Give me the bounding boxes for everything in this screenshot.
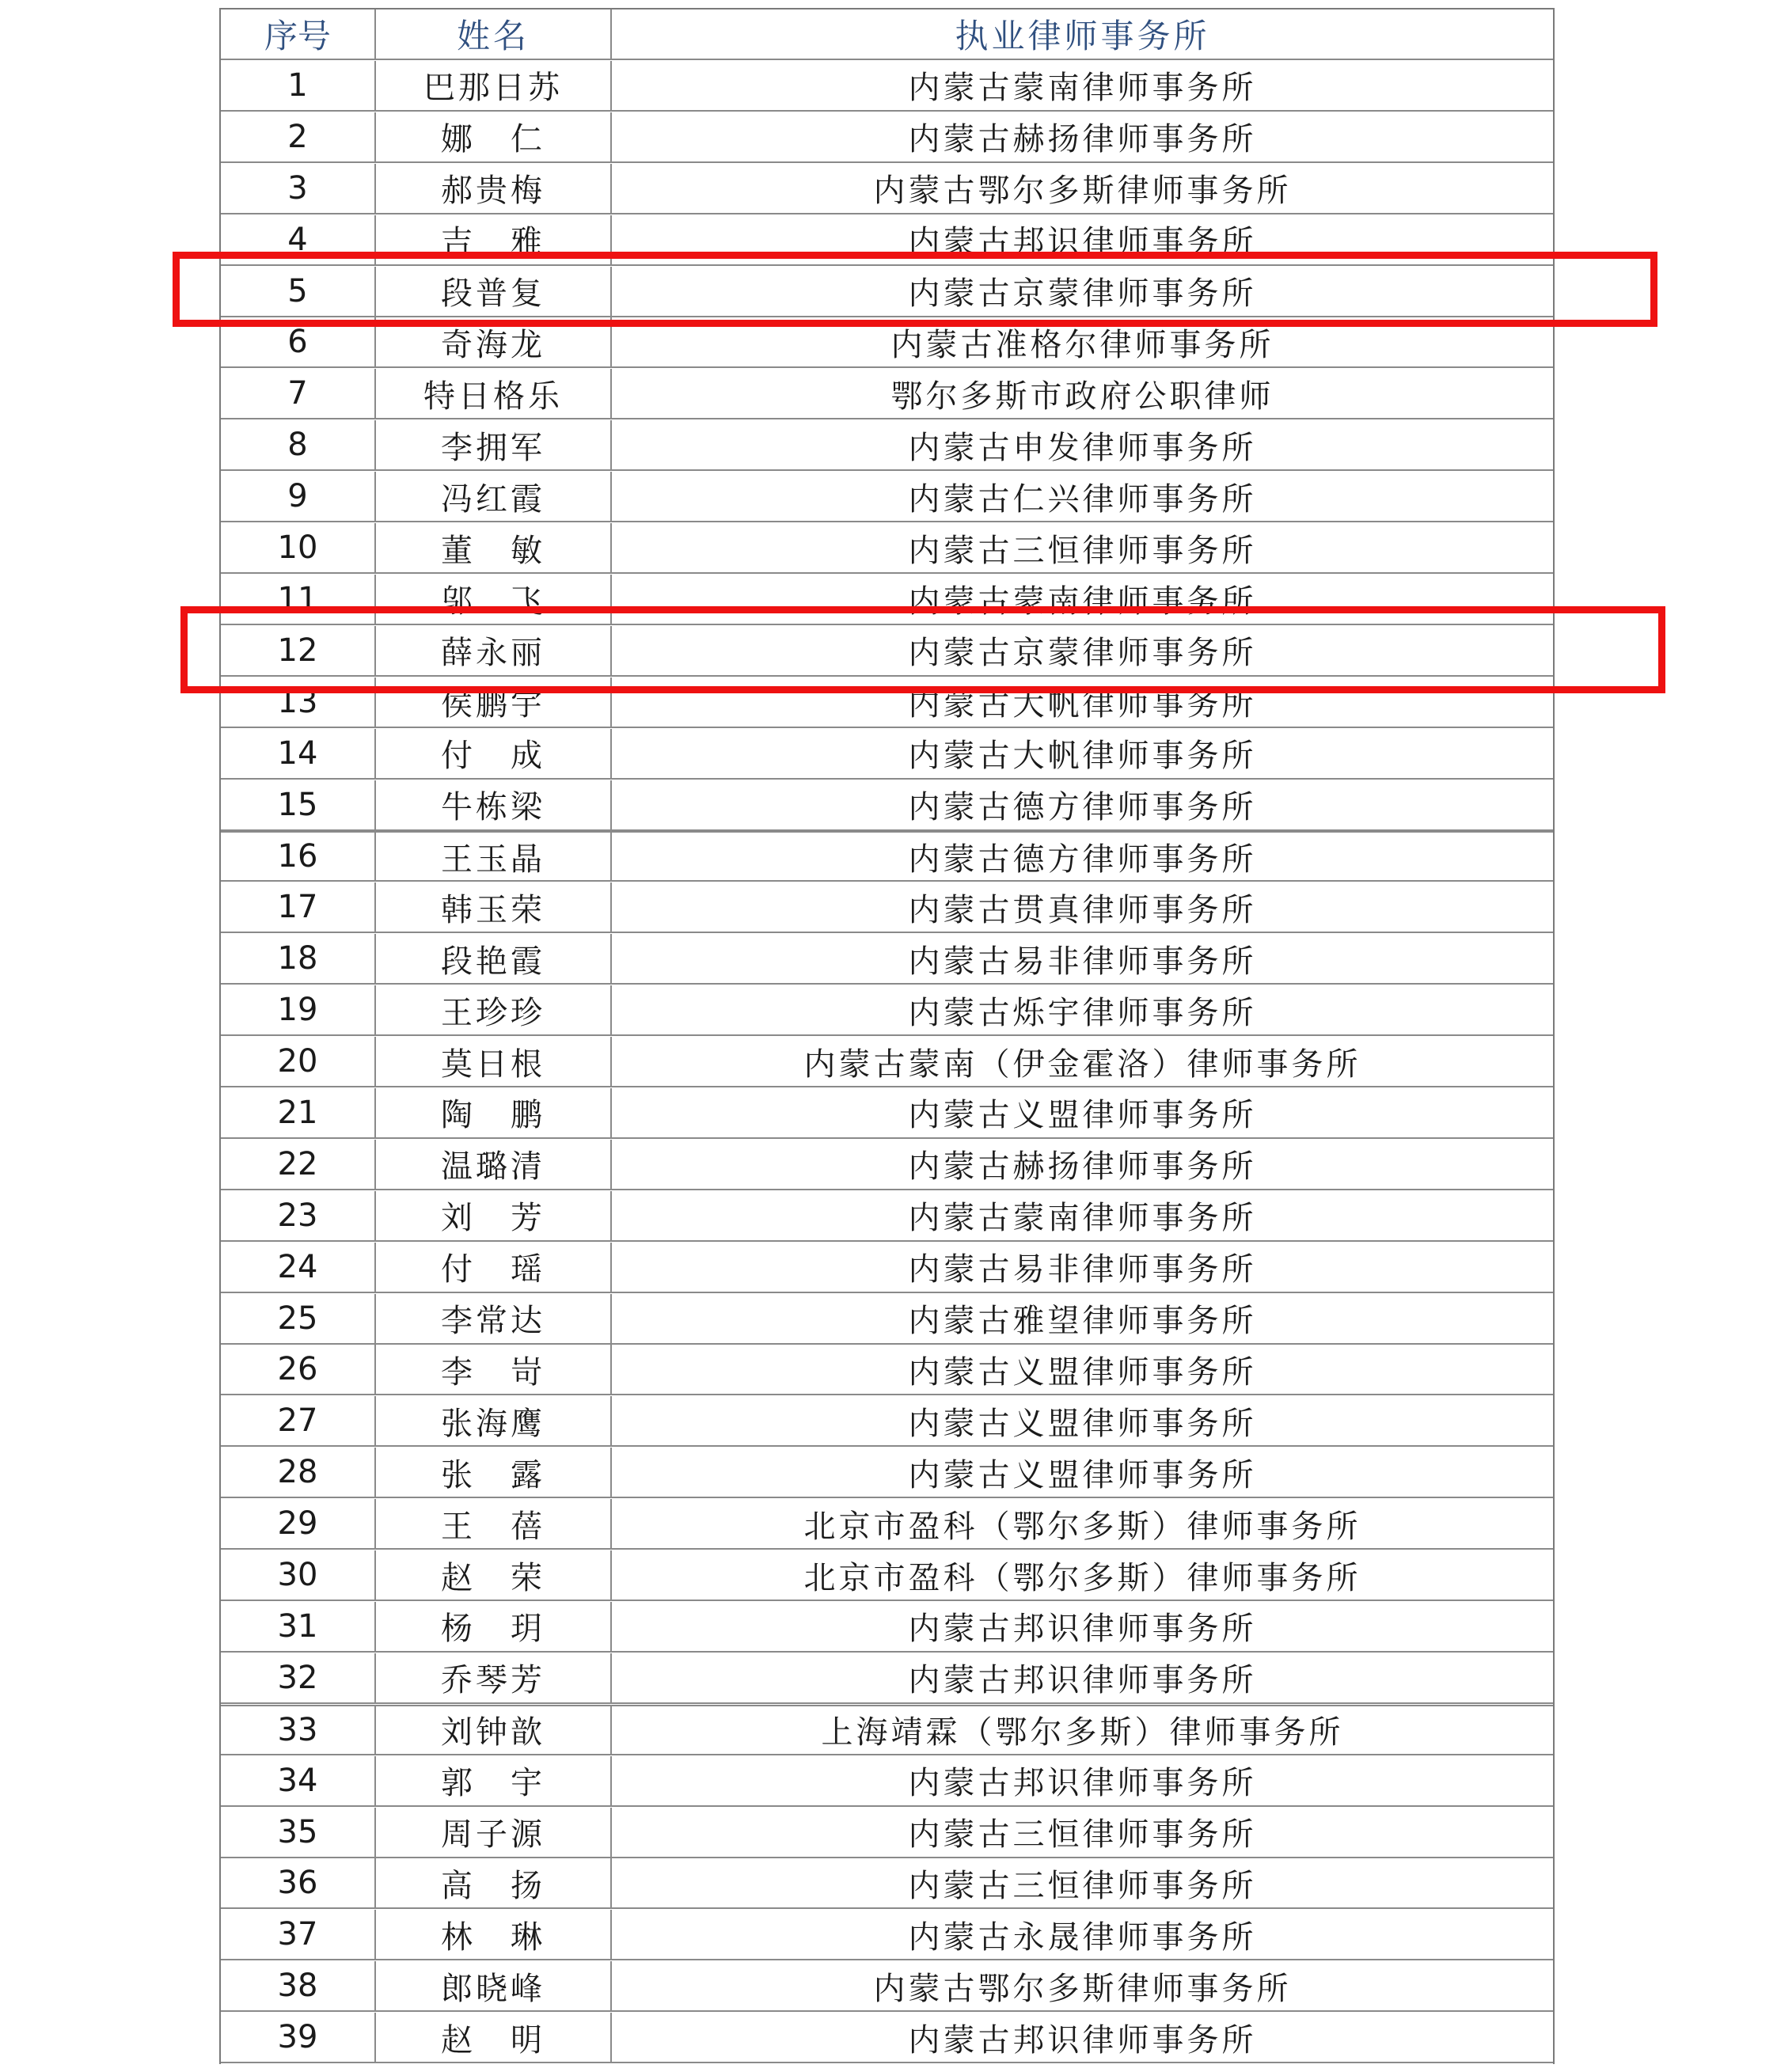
row-index: 38 — [221, 1961, 376, 2010]
row-index: 33 — [221, 1706, 376, 1754]
row-index: 19 — [221, 985, 376, 1034]
lawyer-name: 高 扬 — [376, 1858, 612, 1907]
table-row — [221, 934, 1553, 985]
table-row — [221, 1396, 1553, 1447]
table-row — [221, 1499, 1553, 1550]
law-firm: 内蒙古邦识律师事务所 — [908, 1611, 1257, 1648]
law-firm: 内蒙古邦识律师事务所 — [908, 2021, 1257, 2059]
table-row — [221, 1808, 1553, 1858]
law-firm: 内蒙古三恒律师事务所 — [908, 1816, 1257, 1853]
row-index: 29 — [221, 1499, 376, 1548]
lawyer-name: 王 蓓 — [376, 1499, 612, 1548]
row-index: 20 — [221, 1037, 376, 1086]
table-row — [221, 472, 1553, 522]
table-row — [221, 677, 1553, 728]
row-index: 1 — [221, 61, 376, 110]
law-firm: 内蒙古德方律师事务所 — [908, 789, 1257, 825]
law-firm: 内蒙古贯真律师事务所 — [908, 891, 1257, 928]
lawyer-name: 张海鹰 — [376, 1396, 612, 1445]
row-index: 28 — [221, 1448, 376, 1497]
table-row — [221, 831, 1553, 882]
row-index: 7 — [221, 369, 376, 418]
law-firm: 内蒙古雅望律师事务所 — [908, 1303, 1257, 1339]
lawyer-name: 刘钟歆 — [376, 1706, 612, 1754]
law-firm: 内蒙古义盟律师事务所 — [908, 1456, 1257, 1493]
lawyer-name: 邬 飞 — [376, 575, 612, 624]
lawyer-name: 侯鹏宇 — [376, 677, 612, 727]
row-index: 36 — [221, 1858, 376, 1907]
law-firm: 内蒙古大帆律师事务所 — [908, 738, 1257, 775]
table-row — [221, 1088, 1553, 1139]
row-index: 12 — [221, 626, 376, 675]
row-index: 9 — [221, 472, 376, 521]
law-firm: 内蒙古邦识律师事务所 — [908, 224, 1257, 261]
row-index: 17 — [221, 882, 376, 932]
row-index: 22 — [221, 1140, 376, 1189]
law-firm: 内蒙古蒙南律师事务所 — [908, 70, 1257, 107]
row-index: 3 — [221, 164, 376, 213]
lawyer-name: 特日格乐 — [376, 369, 612, 418]
row-index: 21 — [221, 1088, 376, 1137]
law-firm: 内蒙古鄂尔多斯律师事务所 — [873, 1970, 1292, 2007]
lawyer-name: 郝贵梅 — [376, 164, 612, 213]
lawyer-name: 郎晓峰 — [376, 1961, 612, 2010]
table-row — [221, 780, 1553, 831]
table-row — [221, 112, 1553, 163]
lawyer-name: 付 瑶 — [376, 1243, 612, 1292]
table-row — [221, 1448, 1553, 1498]
lawyer-name: 杨 玥 — [376, 1602, 612, 1651]
table-row — [221, 626, 1553, 677]
header-index: 序号 — [221, 9, 376, 59]
law-firm: 内蒙古易非律师事务所 — [908, 1251, 1257, 1288]
law-firm: 内蒙古三恒律师事务所 — [908, 1867, 1257, 1904]
table-row — [221, 420, 1553, 471]
table-row — [221, 2013, 1553, 2063]
table-row — [221, 985, 1553, 1036]
lawyer-name: 赵 荣 — [376, 1550, 612, 1600]
law-firm: 上海靖霖（鄂尔多斯）律师事务所 — [821, 1714, 1344, 1751]
lawyer-name: 奇海龙 — [376, 317, 612, 366]
row-index: 11 — [221, 575, 376, 624]
row-index: 10 — [221, 523, 376, 572]
lawyer-list-table — [219, 8, 1555, 2064]
lawyer-name: 郭 宇 — [376, 1756, 612, 1805]
lawyer-name: 王玉晶 — [376, 833, 612, 880]
header-name: 姓名 — [376, 9, 612, 59]
table-row — [221, 1550, 1553, 1601]
table-row — [221, 523, 1553, 574]
row-index: 16 — [221, 833, 376, 880]
lawyer-name: 韩玉荣 — [376, 882, 612, 932]
row-index: 31 — [221, 1602, 376, 1651]
lawyer-name: 巴那日苏 — [376, 61, 612, 110]
law-firm: 内蒙古蒙南律师事务所 — [908, 1200, 1257, 1237]
table-row — [221, 1602, 1553, 1653]
table-row — [221, 882, 1553, 933]
lawyer-name: 段普复 — [376, 267, 612, 316]
table-row — [221, 1910, 1553, 1960]
row-index: 4 — [221, 215, 376, 264]
law-firm: 内蒙古京蒙律师事务所 — [908, 635, 1257, 672]
table-row — [221, 729, 1553, 780]
row-index: 15 — [221, 780, 376, 829]
row-index: 25 — [221, 1294, 376, 1343]
law-firm: 内蒙古易非律师事务所 — [908, 943, 1257, 980]
row-index: 2 — [221, 112, 376, 161]
table-row — [221, 317, 1553, 368]
lawyer-name: 付 成 — [376, 729, 612, 778]
table-row — [221, 1345, 1553, 1395]
row-index: 18 — [221, 934, 376, 983]
law-firm: 鄂尔多斯市政府公职律师 — [890, 378, 1274, 415]
lawyer-name: 牛栋梁 — [376, 780, 612, 829]
law-firm: 北京市盈科（鄂尔多斯）律师事务所 — [803, 1508, 1361, 1545]
table-row — [221, 1037, 1553, 1087]
table-row — [221, 1294, 1553, 1345]
table-row — [221, 267, 1553, 317]
lawyer-name: 张 露 — [376, 1448, 612, 1497]
lawyer-name: 陶 鹏 — [376, 1088, 612, 1137]
table-row — [221, 1705, 1553, 1755]
law-firm: 内蒙古义盟律师事务所 — [908, 1353, 1257, 1391]
table-row — [221, 1191, 1553, 1242]
lawyer-name: 刘 芳 — [376, 1191, 612, 1240]
header-law-firm: 执业律师事务所 — [955, 17, 1210, 55]
law-firm: 内蒙古邦识律师事务所 — [908, 1662, 1257, 1699]
lawyer-name: 薛永丽 — [376, 626, 612, 675]
table-row — [221, 1653, 1553, 1704]
lawyer-name: 董 敏 — [376, 523, 612, 572]
lawyer-name: 冯红霞 — [376, 472, 612, 521]
law-firm: 内蒙古蒙南（伊金霍洛）律师事务所 — [803, 1045, 1361, 1083]
lawyer-name: 李常达 — [376, 1294, 612, 1343]
lawyer-name: 李拥军 — [376, 420, 612, 469]
table-row — [221, 164, 1553, 214]
lawyer-name: 吉 雅 — [376, 215, 612, 264]
row-index: 35 — [221, 1808, 376, 1857]
law-firm: 内蒙古申发律师事务所 — [908, 429, 1257, 466]
row-index: 6 — [221, 317, 376, 366]
law-firm: 内蒙古邦识律师事务所 — [908, 1765, 1257, 1802]
lawyer-name: 莫日根 — [376, 1037, 612, 1086]
law-firm: 内蒙古义盟律师事务所 — [908, 1405, 1257, 1442]
law-firm: 内蒙古义盟律师事务所 — [908, 1097, 1257, 1134]
table-row — [221, 61, 1553, 112]
lawyer-name: 赵 明 — [376, 2013, 612, 2062]
law-firm: 内蒙古大帆律师事务所 — [908, 686, 1257, 723]
table-row — [221, 575, 1553, 625]
lawyer-name: 王珍珍 — [376, 985, 612, 1034]
row-index: 34 — [221, 1756, 376, 1805]
row-index: 8 — [221, 420, 376, 469]
table-row — [221, 1756, 1553, 1807]
lawyer-name: 温璐清 — [376, 1140, 612, 1189]
law-firm: 内蒙古赫扬律师事务所 — [908, 1148, 1257, 1186]
table-row — [221, 1243, 1553, 1293]
law-firm: 北京市盈科（鄂尔多斯）律师事务所 — [803, 1559, 1361, 1596]
table-row — [221, 1140, 1553, 1190]
law-firm: 内蒙古鄂尔多斯律师事务所 — [873, 173, 1292, 210]
lawyer-name: 李 岢 — [376, 1345, 612, 1394]
table-row — [221, 1961, 1553, 2012]
row-index: 30 — [221, 1550, 376, 1600]
table-row — [221, 369, 1553, 419]
law-firm: 内蒙古德方律师事务所 — [908, 841, 1257, 878]
law-firm: 内蒙古永晟律师事务所 — [908, 1918, 1257, 1956]
table-header-row — [221, 9, 1553, 60]
row-index: 23 — [221, 1191, 376, 1240]
row-index: 26 — [221, 1345, 376, 1394]
law-firm: 内蒙古京蒙律师事务所 — [908, 275, 1257, 312]
row-index: 37 — [221, 1910, 376, 1959]
row-index: 24 — [221, 1243, 376, 1292]
row-index: 5 — [221, 267, 376, 316]
table-row — [221, 215, 1553, 266]
row-index: 14 — [221, 729, 376, 778]
law-firm: 内蒙古准格尔律师事务所 — [890, 326, 1274, 363]
law-firm: 内蒙古仁兴律师事务所 — [908, 480, 1257, 518]
lawyer-name: 娜 仁 — [376, 112, 612, 161]
lawyer-name: 周子源 — [376, 1808, 612, 1857]
law-firm: 内蒙古三恒律师事务所 — [908, 532, 1257, 569]
law-firm: 内蒙古赫扬律师事务所 — [908, 121, 1257, 158]
row-index: 39 — [221, 2013, 376, 2062]
table-row — [221, 1858, 1553, 1909]
law-firm: 内蒙古蒙南律师事务所 — [908, 583, 1257, 620]
row-index: 27 — [221, 1396, 376, 1445]
row-index: 13 — [221, 677, 376, 727]
lawyer-name: 乔琴芳 — [376, 1653, 612, 1702]
row-index: 32 — [221, 1653, 376, 1702]
lawyer-name: 段艳霞 — [376, 934, 612, 983]
lawyer-name: 林 琳 — [376, 1910, 612, 1959]
law-firm: 内蒙古烁宇律师事务所 — [908, 994, 1257, 1031]
